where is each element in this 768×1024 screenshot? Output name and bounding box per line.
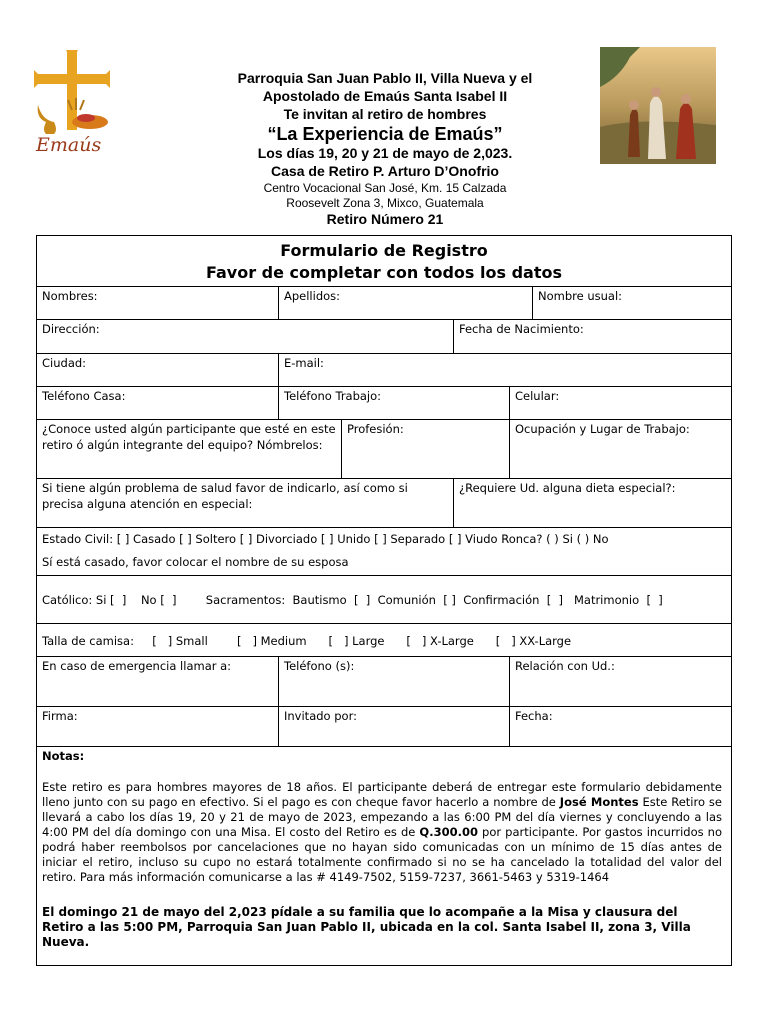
direccion-field[interactable]: Dirección: (42, 322, 100, 336)
notas-text-a: Este retiro es para hombres mayores de 18 años. El participante deberá de entregar este formulario debidamente lleno junto con su pago en efectivo. Si el pago es con cheque favor hacerlo a nombre de (42, 780, 722, 809)
fecha-field[interactable]: Fecha: (515, 709, 553, 723)
ciudad-field[interactable]: Ciudad: (42, 356, 87, 370)
dieta-field[interactable]: ¿Requiere Ud. alguna dieta especial?: (459, 481, 676, 495)
email-field[interactable]: E-mail: (284, 356, 324, 370)
catolico-field[interactable]: Católico: Si [ ] No [ ] Sacramentos: Bautismo [ ] Comunión [ ] Confirmación [ ] Matrimonio [ ] (42, 593, 663, 607)
profesion-field[interactable]: Profesión: (347, 422, 404, 436)
apellidos-field[interactable]: Apellidos: (284, 289, 341, 303)
firma-field[interactable]: Firma: (42, 709, 78, 723)
ocupacion-field[interactable]: Ocupación y Lugar de Trabajo: (515, 422, 690, 436)
road-to-emmaus-painting-icon (600, 47, 716, 164)
notas-paragraph (42, 780, 722, 885)
esposa-field[interactable]: Sí está casado, favor colocar el nombre de su esposa (42, 555, 349, 569)
emaus-logo (28, 50, 118, 160)
closing-paragraph: El domingo 21 de mayo del 2,023 pídale a su familia que lo acompañe a la Misa y clausura del Retiro a las 5:00 PM, Parroquia San Juan Pablo II, ubicada en la col. Santa Isabel II, zona 3, Villa Nueva. (42, 905, 691, 949)
header-line4: “La Experiencia de Emaús” (267, 124, 503, 144)
telefonos-field[interactable]: Teléfono (s): (284, 659, 355, 673)
retiro-cost: Q.300.00 (419, 825, 478, 839)
conoce-participante-field[interactable]: ¿Conoce usted algún participante que esté en este retiro ó algún integrante del equipo? Nómbrelos: (42, 422, 336, 452)
nombres-field[interactable]: Nombres: (42, 289, 98, 303)
form-subtitle: Favor de completar con todos los datos (206, 263, 562, 282)
celular-field[interactable]: Celular: (515, 389, 560, 403)
talla-camisa-field[interactable]: Talla de camisa: [ ] Small [ ] Medium [ ] Large [ ] X-Large [ ] XX-Large (42, 634, 572, 648)
emmaus-painting (600, 47, 716, 164)
header-line8: Roosevelt Zona 3, Mixco, Guatemala (286, 196, 484, 210)
notas-label: Notas: (42, 749, 85, 763)
header-line6: Casa de Retiro P. Arturo D’Onofrio (271, 163, 499, 179)
relacion-field[interactable]: Relación con Ud.: (515, 659, 615, 673)
header-line7: Centro Vocacional San José, Km. 15 Calzada (263, 181, 507, 195)
form-title: Formulario de Registro (280, 241, 488, 260)
telefono-trabajo-field[interactable]: Teléfono Trabajo: (284, 389, 382, 403)
logo-text: Emaús (36, 134, 102, 156)
header-line2: Apostolado de Emaús Santa Isabel II (262, 88, 508, 104)
header-line1: Parroquia San Juan Pablo II, Villa Nueva y el (237, 70, 533, 86)
notas-text-b: Este Retiro se llevará a cabo los días 19, 20 y 21 de mayo de 2023, empezando a las 6:00 PM del día viernes y concluyendo a las 4:00 PM del día domingo con una Misa. El costo del Retiro es de (42, 795, 722, 839)
header-line9: Retiro Número 21 (326, 211, 444, 227)
payee-name: José Montes (559, 795, 639, 809)
notas-text-c: por participante. Por gastos incurridos no podrá haber reembolsos por cancelaciones que no hayan sido comunicadas con un mínimo de 15 días antes de iniciar el retiro, incluso su cupo no estará totalmente confirmado si no se ha cancelado la totalidad del valor del retiro. Para más información comunicarse a las # 4149-7502, 5159-7237, 3661-5463 y 5319-1464 (42, 825, 722, 884)
header-line5: Los días 19, 20 y 21 de mayo de 2,023. (257, 145, 513, 161)
header-line3: Te invitan al retiro de hombres (283, 106, 487, 122)
estado-civil-field[interactable]: Estado Civil: [ ] Casado [ ] Soltero [ ] Divorciado [ ] Unido [ ] Separado [ ] Viudo Ronca? ( ) Si ( ) No (42, 532, 609, 546)
salud-field[interactable]: Si tiene algún problema de salud favor de indicarlo, así como si precisa alguna atención en especial: (42, 481, 408, 511)
emergencia-field[interactable]: En caso de emergencia llamar a: (42, 659, 232, 673)
telefono-casa-field[interactable]: Teléfono Casa: (42, 389, 126, 403)
invitado-field[interactable]: Invitado por: (284, 709, 357, 723)
nombre-usual-field[interactable]: Nombre usual: (538, 289, 623, 303)
fecha-nacimiento-field[interactable]: Fecha de Nacimiento: (459, 322, 584, 336)
